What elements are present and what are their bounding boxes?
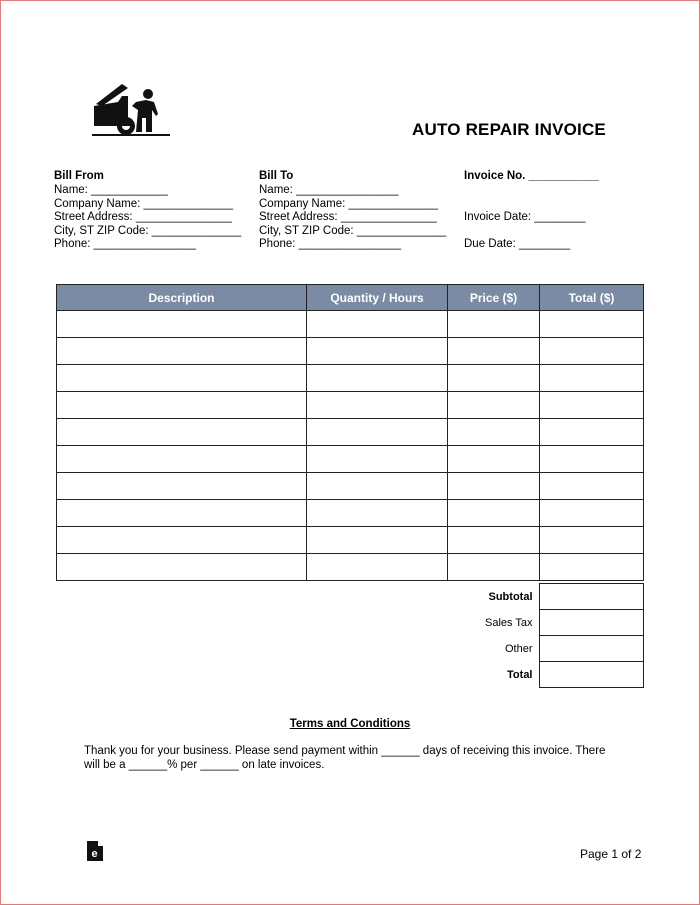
total-cell[interactable]: [540, 392, 644, 419]
table-row: [57, 419, 644, 446]
quantity-cell[interactable]: [307, 311, 448, 338]
total-cell[interactable]: [540, 554, 644, 581]
sales-tax-field[interactable]: [539, 610, 643, 636]
price-cell[interactable]: [448, 554, 540, 581]
price-cell[interactable]: [448, 473, 540, 500]
table-row: [57, 392, 644, 419]
quantity-cell[interactable]: [307, 473, 448, 500]
bill-to-city: City, ST ZIP Code: ______________: [259, 224, 447, 237]
quantity-cell[interactable]: [307, 500, 448, 527]
terms-title: Terms and Conditions: [289, 718, 411, 730]
bill-from-heading: Bill From: [54, 170, 104, 182]
sales-tax-row: [56, 610, 643, 636]
quantity-cell[interactable]: [307, 527, 448, 554]
total-cell[interactable]: [540, 500, 644, 527]
quantity-cell[interactable]: [307, 446, 448, 473]
table-row: [57, 311, 644, 338]
description-cell[interactable]: [57, 392, 307, 419]
price-cell[interactable]: [448, 338, 540, 365]
bill-from-city: City, ST ZIP Code: ______________: [54, 224, 242, 237]
price-cell[interactable]: [448, 419, 540, 446]
bill-to-section: [259, 170, 446, 251]
subtotal-field[interactable]: [539, 584, 643, 610]
col-total: Total ($): [540, 285, 644, 311]
description-cell[interactable]: [57, 473, 307, 500]
other-field[interactable]: [539, 636, 643, 662]
bill-to-street: Street Address: _______________: [259, 211, 437, 224]
total-label: Total: [507, 668, 533, 681]
quantity-cell[interactable]: [307, 392, 448, 419]
price-cell[interactable]: [448, 446, 540, 473]
total-cell[interactable]: [540, 365, 644, 392]
col-price: Price ($): [448, 285, 540, 311]
bill-from-name: Name: ____________: [54, 184, 168, 197]
totals-table: [56, 583, 644, 688]
other-label: Other: [504, 642, 533, 655]
col-quantity: Quantity / Hours: [307, 285, 448, 311]
bill-from-section: [54, 170, 241, 251]
col-description: Description: [57, 285, 307, 311]
page-number: Page 1 of 2: [580, 847, 642, 861]
bill-to-phone: Phone: ________________: [259, 238, 401, 251]
total-cell[interactable]: [540, 311, 644, 338]
line-items-table: [56, 284, 644, 581]
description-cell[interactable]: [57, 311, 307, 338]
bill-to-company: Company Name: ______________: [259, 197, 439, 210]
total-cell[interactable]: [540, 446, 644, 473]
table-row: [57, 365, 644, 392]
other-row: [56, 636, 643, 662]
table-header-row: [57, 285, 644, 311]
invoice-number: Invoice No. ___________: [464, 170, 599, 182]
description-cell[interactable]: [57, 446, 307, 473]
due-date: Due Date: ________: [464, 237, 571, 250]
quantity-cell[interactable]: [307, 419, 448, 446]
total-cell[interactable]: [540, 419, 644, 446]
table-row: [57, 473, 644, 500]
total-cell[interactable]: [540, 338, 644, 365]
quantity-cell[interactable]: [307, 365, 448, 392]
mechanic-car-icon: [92, 80, 172, 140]
sales-tax-label: Sales Tax: [485, 616, 533, 629]
bill-to-name: Name: ________________: [259, 184, 399, 197]
description-cell[interactable]: [57, 365, 307, 392]
bill-to-heading: Bill To: [259, 170, 294, 182]
subtotal-row: [56, 584, 643, 610]
description-cell[interactable]: [57, 527, 307, 554]
bill-from-phone: Phone: ________________: [54, 238, 196, 251]
invoice-date: Invoice Date: ________: [464, 211, 586, 224]
svg-text:e: e: [91, 848, 98, 860]
description-cell[interactable]: [57, 500, 307, 527]
price-cell[interactable]: [448, 365, 540, 392]
subtotal-label: Subtotal: [488, 590, 533, 603]
total-field[interactable]: [539, 662, 643, 688]
table-row: [57, 500, 644, 527]
terms-text: Thank you for your business. Please send payment within ______ days of receiving this invoice. There will be a ______% per ______ on late invoices.: [84, 745, 606, 771]
table-row: [57, 338, 644, 365]
total-cell[interactable]: [540, 473, 644, 500]
document-title: AUTO REPAIR INVOICE: [412, 120, 606, 139]
price-cell[interactable]: [448, 311, 540, 338]
bill-from-company: Company Name: ______________: [54, 197, 234, 210]
price-cell[interactable]: [448, 527, 540, 554]
total-cell[interactable]: [540, 527, 644, 554]
description-cell[interactable]: [57, 419, 307, 446]
total-row: [56, 662, 643, 688]
table-row: [57, 527, 644, 554]
table-row: [57, 446, 644, 473]
quantity-cell[interactable]: [307, 338, 448, 365]
invoice-info-section: [464, 170, 599, 251]
table-row: [57, 554, 644, 581]
description-cell[interactable]: [57, 338, 307, 365]
price-cell[interactable]: [448, 500, 540, 527]
quantity-cell[interactable]: [307, 554, 448, 581]
price-cell[interactable]: [448, 392, 540, 419]
bill-from-street: Street Address: _______________: [54, 211, 232, 224]
description-cell[interactable]: [57, 554, 307, 581]
eforms-doc-icon: [86, 840, 104, 862]
